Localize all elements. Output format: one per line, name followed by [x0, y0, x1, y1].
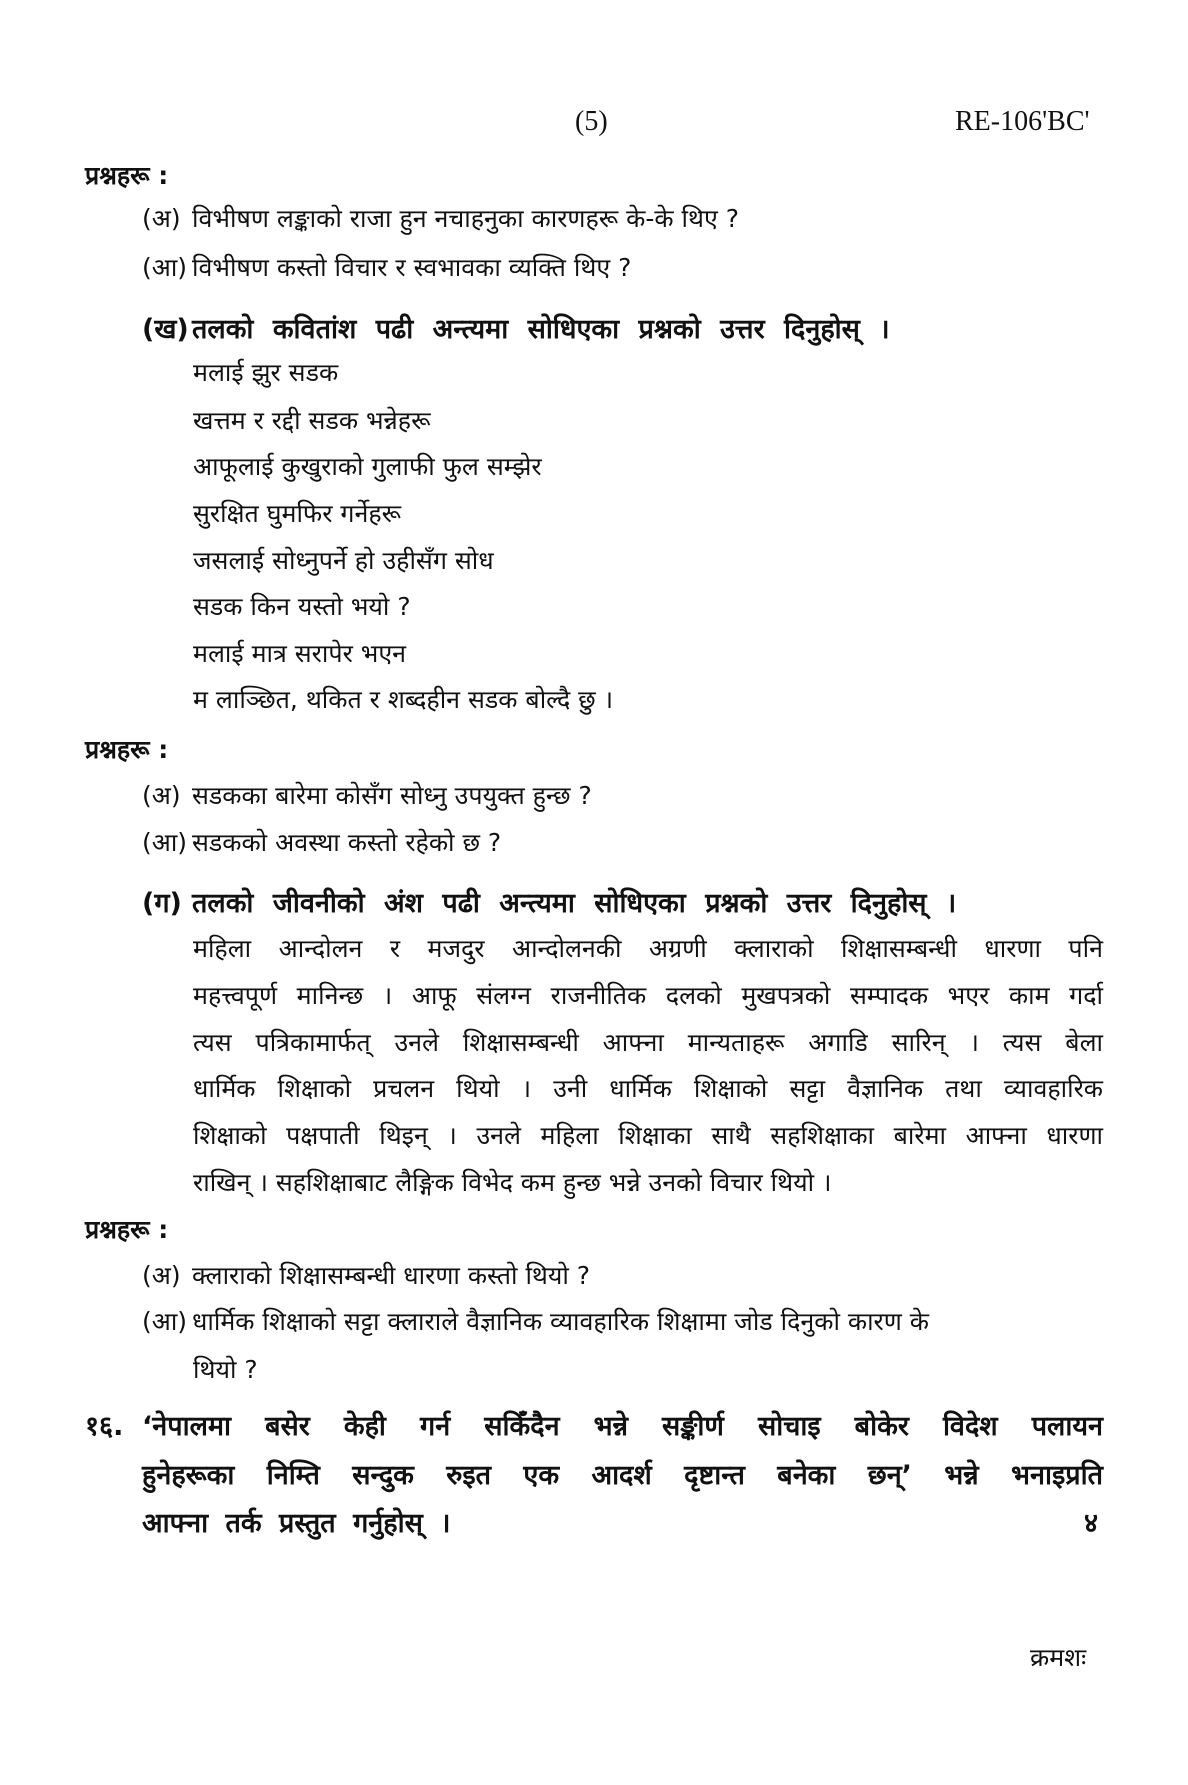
question-text: सडकको अवस्था कस्तो रहेको छ ?: [192, 828, 502, 857]
question-label: (अ): [142, 204, 181, 233]
question-item: [142, 202, 739, 236]
question-16-line: हुनेहरूका निम्ति सन्दुक रुइत एक आदर्श दृष्टान्त बनेका छन्’ भन्ने भनाइप्रति: [142, 1460, 1103, 1491]
question-16-line: ‘नेपालमा बसेर केही गर्न सकिँदैन भन्ने सङ्कीर्ण सोचाइ बोकेर विदेश पलायन: [142, 1411, 1103, 1442]
paragraph-line: महत्त्वपूर्ण मानिन्छ । आफू संलग्न राजनीतिक दलको मुखपत्रको सम्पादक भएर काम गर्दा: [193, 981, 1103, 1010]
question-16-line: आफ्ना तर्क प्रस्तुत गर्नुहोस् ।: [142, 1508, 451, 1539]
paragraph-line: राखिन् । सहशिक्षाबाट लैङ्गिक विभेद कम हुन्छ भन्ने उनको विचार थियो ।: [193, 1168, 832, 1197]
paragraph-line: शिक्षाको पक्षपाती थिइन् । उनले महिला शिक्षाका साथै सहशिक्षाका बारेमा आफ्ना धारणा: [193, 1121, 1103, 1150]
question-text: क्लाराको शिक्षासम्बन्धी धारणा कस्तो थियो ?: [192, 1261, 591, 1290]
question-label: (आ): [142, 1307, 188, 1336]
question-item: [142, 1305, 929, 1339]
poem-line: जसलाई सोध्नुपर्ने हो उहीसँग सोध: [193, 546, 494, 575]
section-label: (ख): [142, 314, 189, 345]
paragraph-line: त्यस पत्रिकामार्फत् उनले शिक्षासम्बन्धी आफ्ना मान्यताहरू अगाडि सारिन् । त्यस बेला: [193, 1028, 1103, 1057]
question-item: [142, 251, 631, 285]
question-item: [142, 1259, 590, 1293]
question-label: (आ): [142, 828, 188, 857]
instruction-text: तलको कवितांश पढी अन्त्यमा सोधिएका प्रश्नको उत्तर दिनुहोस् ।: [192, 314, 890, 345]
question-label: (अ): [142, 781, 181, 810]
questions-heading: प्रश्नहरू :: [85, 161, 169, 190]
paragraph-line: धार्मिक शिक्षाको प्रचलन थियो । उनी धार्मिक शिक्षाको सट्टा वैज्ञानिक तथा व्यावहारिक: [193, 1074, 1103, 1103]
section-ga-instruction: [142, 887, 956, 921]
question-item: [142, 826, 501, 860]
question-text: विभीषण कस्तो विचार र स्वभावका व्यक्ति थिए ?: [192, 253, 632, 282]
page-number: (5): [575, 106, 608, 137]
poem-line: आफूलाई कुखुराको गुलाफी फुल सम्झेर: [193, 452, 542, 481]
questions-heading: प्रश्नहरू :: [85, 735, 169, 764]
poem-line: खत्तम र रद्दी सडक भन्नेहरू: [193, 406, 431, 435]
question-16-number: १६.: [85, 1411, 124, 1442]
question-text: सडकका बारेमा कोसँग सोध्नु उपयुक्त हुन्छ ?: [192, 781, 592, 810]
poem-line: सुरक्षित घुमफिर गर्नेहरू: [193, 499, 402, 528]
instruction-text: तलको जीवनीको अंश पढी अन्त्यमा सोधिएका प्रश्नको उत्तर दिनुहोस् ।: [192, 888, 957, 919]
question-item: [142, 779, 592, 813]
poem-line: म लाञ्छित, थकित र शब्दहीन सडक बोल्दै छु ।: [193, 685, 614, 714]
question-label: (आ): [142, 253, 188, 282]
section-kha-instruction: [142, 313, 890, 347]
section-label: (ग): [142, 888, 182, 919]
poem-line: मलाई मात्र सरापेर भएन: [193, 639, 407, 668]
question-16-marks: ४: [1084, 1508, 1099, 1539]
paper-code: RE-106'BC': [955, 106, 1090, 137]
question-text: विभीषण लङ्काको राजा हुन नचाहनुका कारणहरू के-के थिए ?: [192, 204, 740, 233]
paragraph-line: महिला आन्दोलन र मजदुर आन्दोलनकी अग्रणी क्लाराको शिक्षासम्बन्धी धारणा पनि: [193, 934, 1103, 963]
continued-label: क्रमशः: [1030, 1643, 1087, 1672]
poem-line: मलाई झुर सडक: [193, 358, 339, 387]
question-text-continued: थियो ?: [193, 1355, 258, 1384]
question-label: (अ): [142, 1261, 181, 1290]
question-text: धार्मिक शिक्षाको सट्टा क्लाराले वैज्ञानिक व्यावहारिक शिक्षामा जोड दिनुको कारण के: [192, 1307, 929, 1336]
poem-line: सडक किन यस्तो भयो ?: [193, 592, 411, 621]
questions-heading: प्रश्नहरू :: [85, 1215, 169, 1244]
